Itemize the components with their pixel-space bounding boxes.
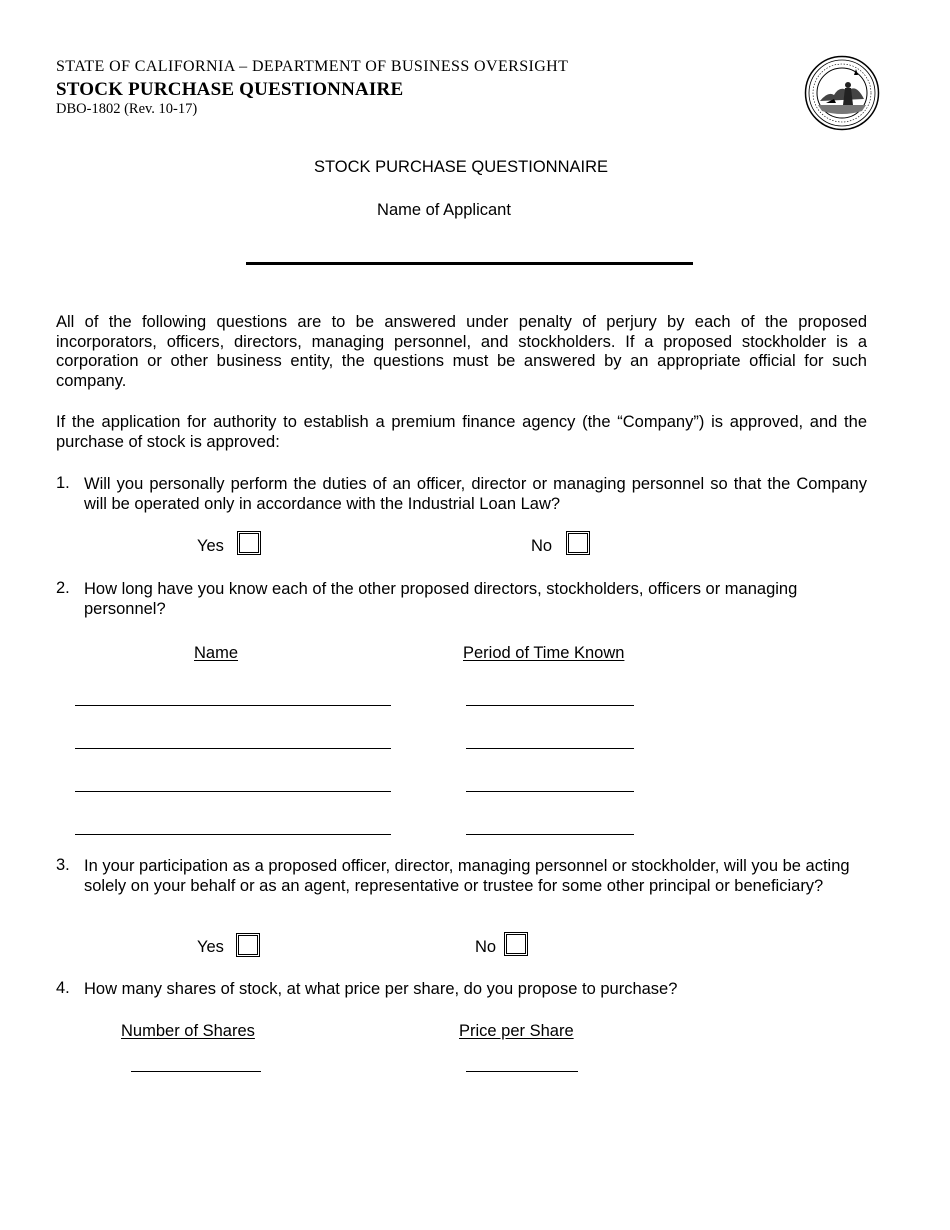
name-input-line[interactable] (75, 791, 391, 792)
question-3-text: In your participation as a proposed officer, director, managing personnel or stockholder, will you be acting solely on your behalf or as an agent, representative or trustee for some other principal or beneficiary? (84, 857, 850, 895)
question-3-yes-checkbox[interactable] (236, 933, 260, 957)
intro-paragraph: All of the following questions are to be answered under penalty of perjury by each of the proposed incorporators, officers, directors, managing personnel, and stockholders. If a proposed stockholder is a corporation or other business entity, the questions must be answered by an appropriate official for such company. (56, 313, 867, 390)
applicant-name-field[interactable] (246, 262, 693, 265)
period-input-line[interactable] (466, 834, 634, 835)
question-1-text: Will you personally perform the duties of an officer, director or managing personnel so that the Company will be operated only in accordance with the Industrial Loan Law? (84, 475, 867, 513)
period-input-line[interactable] (466, 705, 634, 706)
shares-column-header: Number of Shares (121, 1022, 255, 1040)
question-1-number: 1. (56, 474, 70, 492)
name-input-line[interactable] (75, 705, 391, 706)
name-input-line[interactable] (75, 834, 391, 835)
california-state-seal-icon (804, 55, 880, 131)
question-4-number: 4. (56, 979, 70, 997)
question-3-no-checkbox[interactable] (504, 932, 528, 956)
document-title: STOCK PURCHASE QUESTIONNAIRE (314, 158, 608, 176)
name-input-line[interactable] (75, 748, 391, 749)
name-column-header: Name (194, 644, 239, 662)
agency-name: STATE OF CALIFORNIA – DEPARTMENT OF BUSINESS OVERSIGHT (56, 58, 569, 75)
question-3-number: 3. (56, 856, 70, 874)
form-number: DBO-1802 (Rev. 10-17) (56, 101, 198, 117)
shares-input-line[interactable] (131, 1071, 261, 1072)
question-1-no-label: No (531, 537, 553, 555)
price-column-header: Price per Share (459, 1022, 574, 1040)
applicant-label: Name of Applicant (377, 201, 511, 219)
question-2-number: 2. (56, 579, 70, 597)
question-1-yes-checkbox[interactable] (237, 531, 261, 555)
price-input-line[interactable] (466, 1071, 578, 1072)
question-1-yes-label: Yes (197, 537, 224, 555)
period-column-header: Period of Time Known (463, 644, 625, 662)
question-3-yes-label: Yes (197, 938, 224, 956)
question-1-no-checkbox[interactable] (566, 531, 590, 555)
question-3-no-label: No (475, 938, 497, 956)
period-input-line[interactable] (466, 748, 634, 749)
condition-paragraph: If the application for authority to establish a premium finance agency (the “Company”) is approved, and the purchase of stock is approved: (56, 413, 867, 451)
question-2-text: How long have you know each of the other proposed directors, stockholders, officers or managing personnel? (84, 580, 798, 618)
period-input-line[interactable] (466, 791, 634, 792)
form-title: STOCK PURCHASE QUESTIONNAIRE (56, 79, 404, 100)
question-4-text: How many shares of stock, at what price per share, do you propose to purchase? (84, 980, 678, 998)
